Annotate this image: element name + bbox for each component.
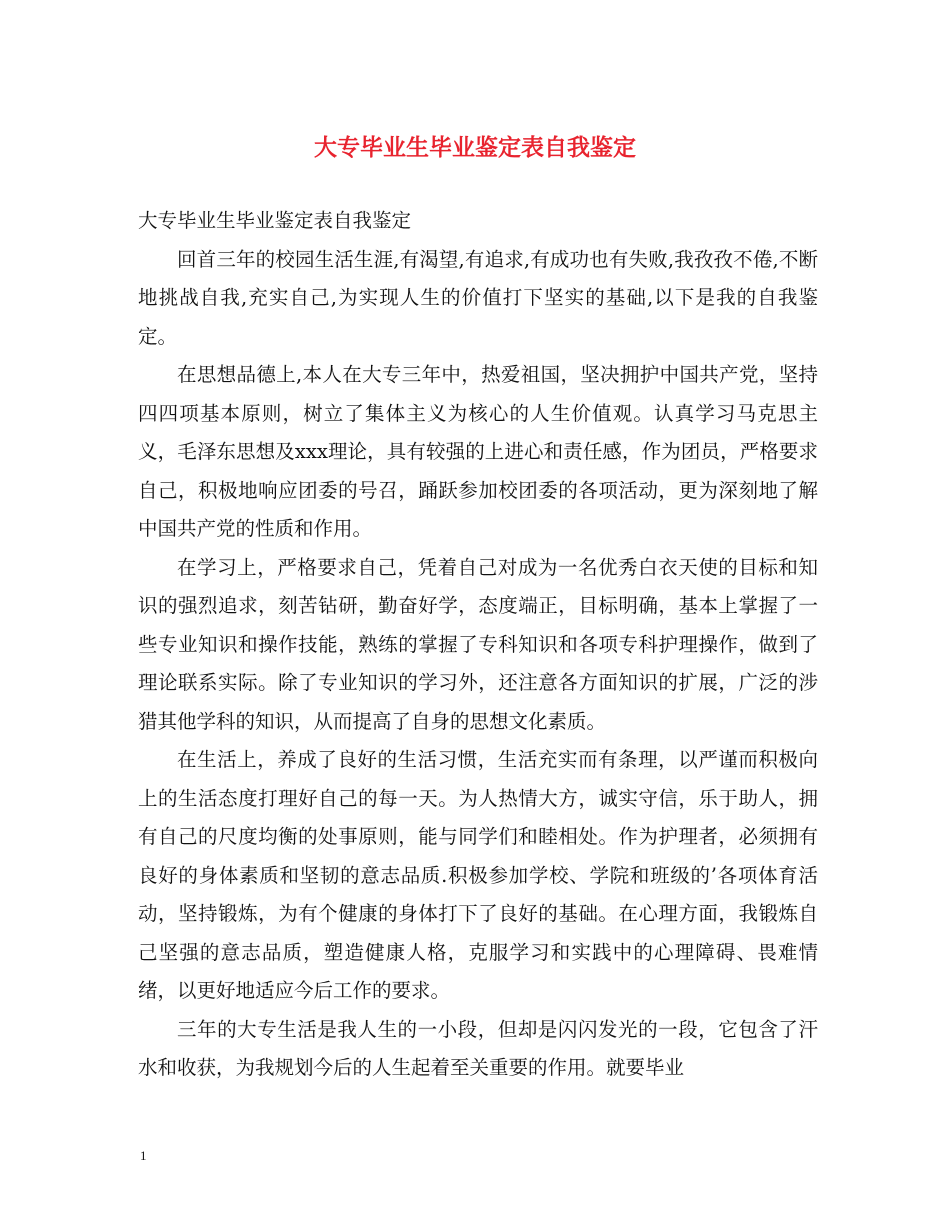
page-number: 1 (140, 1148, 147, 1163)
document-subtitle: 大专毕业生毕业鉴定表自我鉴定 (138, 209, 412, 232)
paragraph-life: 在生活上，养成了良好的生活习惯，生活充实而有条理，以严谨而积极向上的生活态度打理好自己的每一天。为人热情大方，诚实守信，乐于助人，拥有自己的尺度均衡的处事原则，能与同学们和睦相处。作为护理者，必须拥有良好的身体素质和坚韧的意志品质.积极参加学校、学院和班级的’各项体育活动，坚持锻炼，为有个健康的身体打下了良好的基础。在心理方面，我锻炼自己坚强的意志品质，塑造健康人格，克服学习和实践中的心理障碍、畏难情绪，以更好地适应今后工作的要求。 (138, 748, 818, 1002)
document-title: 大专毕业生毕业鉴定表自我鉴定 (314, 134, 636, 161)
paragraph-conclusion: 三年的大专生活是我人生的一小段，但却是闪闪发光的一段，它包含了汗水和收获，为我规划今后的人生起着至关重要的作用。就要毕业 (138, 1017, 818, 1079)
document-body (138, 202, 818, 1088)
paragraph-intro: 回首三年的校园生活生涯,有渴望,有追求,有成功也有失败,我孜孜不倦,不断地挑战自我,充实自己,为实现人生的价值打下坚实的基础,以下是我的自我鉴定。 (138, 247, 818, 348)
paragraph-ideology: 在思想品德上,本人在大专三年中，热爱祖国，坚决拥护中国共产党，坚持四四项基本原则，树立了集体主义为核心的人生价值观。认真学习马克思主义，毛泽东思想及xxx理论，具有较强的上进心和责任感，作为团员，严格要求自己，积极地响应团委的号召，踊跃参加校团委的各项活动，更为深刻地了解中国共产党的性质和作用。 (138, 363, 818, 540)
paragraph-study: 在学习上，严格要求自己，凭着自己对成为一名优秀白衣天使的目标和知识的强烈追求，刻苦钻研，勤奋好学，态度端正，目标明确，基本上掌握了一些专业知识和操作技能，熟练的掌握了专科知识和各项专科护理操作，做到了理论联系实际。除了专业知识的学习外，还注意各方面知识的扩展，广泛的涉猎其他学科的知识，从而提高了自身的思想文化素质。 (138, 555, 818, 733)
